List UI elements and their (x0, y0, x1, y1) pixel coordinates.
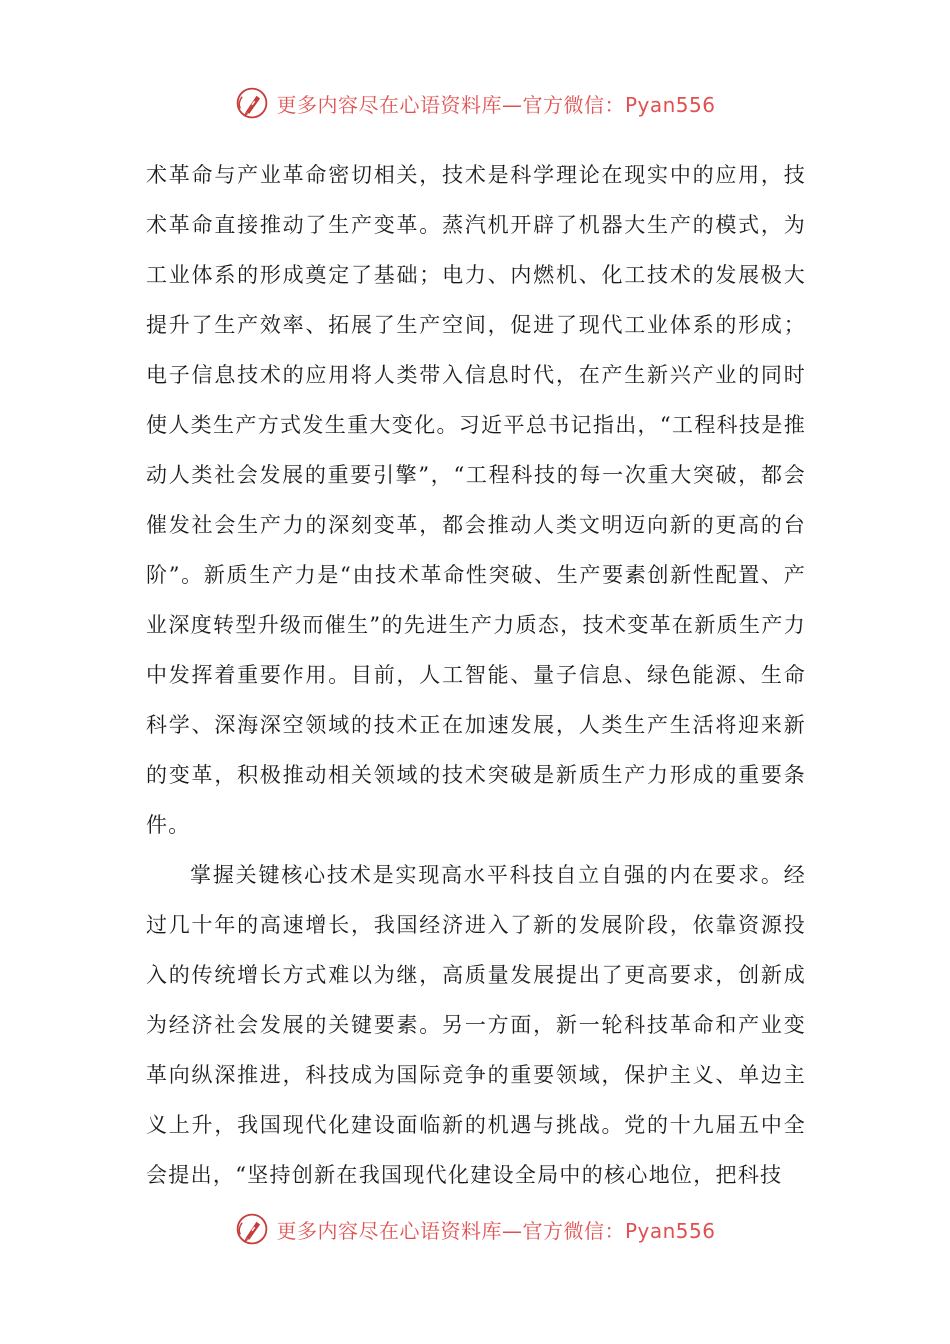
fountain-pen-logo-icon (234, 1211, 270, 1247)
document-body (146, 150, 806, 1200)
footer-banner-text: 更多内容尽在心语资料库—官方微信：Pyan556 (276, 1218, 716, 1243)
paragraph-2: 掌握关键核心技术是实现高水平科技自立自强的内在要求。经过几十年的高速增长，我国经济进入了新的发展阶段，依靠资源投入的传统增长方式难以为继，高质量发展提出了更高要求，创新成为经济社会发展的关键要素。另一方面，新一轮科技革命和产业变革向纵深推进，科技成为国际竞争的重要领域，保护主义、单边主义上升，我国现代化建设面临新的机遇与挑战。党的十九届五中全会提出，“坚持创新在我国现代化建设全局中的核心地位，把科技 (146, 863, 806, 1187)
fountain-pen-logo-icon (234, 85, 270, 121)
header-banner-text: 更多内容尽在心语资料库—官方微信：Pyan556 (276, 92, 716, 117)
footer-banner (0, 1209, 950, 1249)
header-banner (0, 83, 950, 123)
paragraph-1: 术革命与产业革命密切相关，技术是科学理论在现实中的应用，技术革命直接推动了生产变革。蒸汽机开辟了机器大生产的模式，为工业体系的形成奠定了基础；电力、内燃机、化工技术的发展极大提升了生产效率、拓展了生产空间，促进了现代工业体系的形成；电子信息技术的应用将人类带入信息时代，在产生新兴产业的同时使人类生产方式发生重大变化。习近平总书记指出，“工程科技是推动人类社会发展的重要引擎”，“工程科技的每一次重大突破，都会催发社会生产力的深刻变革，都会推动人类文明迈向新的更高的台阶”。新质生产力是“由技术革命性突破、生产要素创新性配置、产业深度转型升级而催生”的先进生产力质态，技术变革在新质生产力中发挥着重要作用。目前，人工智能、量子信息、绿色能源、生命科学、深海深空领域的技术正在加速发展，人类生产生活将迎来新的变革，积极推动相关领域的技术突破是新质生产力形成的重要条件。 (146, 163, 806, 837)
